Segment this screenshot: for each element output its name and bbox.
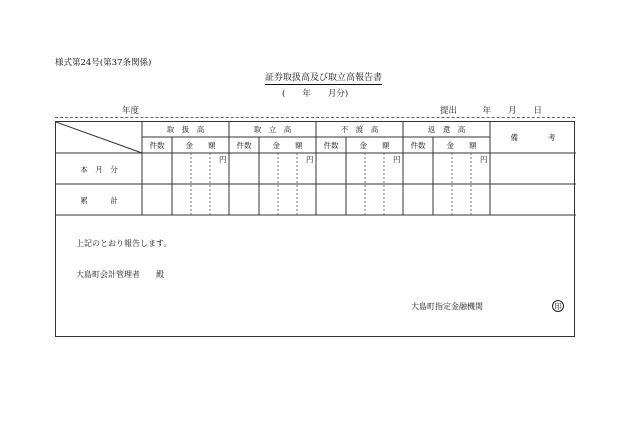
- submission-date-label: 提出 年 月 日: [440, 106, 543, 116]
- subheader-count: 件数: [149, 141, 165, 150]
- group-header-returned: 返 還 高: [427, 125, 466, 134]
- fiscal-year-label: 年度: [122, 106, 140, 116]
- table-grid: [56, 122, 576, 338]
- report-period: ( 年 月分): [282, 89, 349, 99]
- header-diagonal: [56, 122, 142, 153]
- row-label-cumulative: 累 計: [80, 196, 118, 205]
- subheader-amount: 金 額: [359, 141, 390, 150]
- group-header-collected: 取 立 高: [253, 125, 292, 134]
- subheader-amount: 金 額: [446, 141, 477, 150]
- subheader-count: 件数: [323, 141, 339, 150]
- form-number: 様式第24号(第37条関係): [55, 58, 152, 68]
- seal-mark: 印: [552, 300, 564, 312]
- report-statement: 上記のとおり報告します。: [76, 239, 172, 248]
- subheader-count: 件数: [410, 141, 426, 150]
- subheader-amount: 金 額: [272, 141, 303, 150]
- yen-unit: 円: [393, 155, 401, 164]
- header-divider: [55, 117, 575, 118]
- yen-unit: 円: [480, 155, 488, 164]
- report-form: [55, 121, 575, 337]
- remarks-header: 備 考: [510, 133, 556, 142]
- group-header-dishonored: 不 渡 高: [340, 125, 379, 134]
- yen-unit: 円: [306, 155, 314, 164]
- document-title: 証券取扱高及び取立高報告書: [265, 73, 383, 83]
- yen-unit: 円: [219, 155, 227, 164]
- addressee-line: 大島町会計管理者 殿: [76, 270, 164, 279]
- subheader-amount: 金 額: [185, 141, 216, 150]
- sender-name: 大島町指定金融機関: [411, 302, 483, 311]
- subheader-count: 件数: [236, 141, 252, 150]
- group-header-handled: 取 扱 高: [166, 125, 205, 134]
- row-label-this-month: 本 月 分: [80, 165, 118, 174]
